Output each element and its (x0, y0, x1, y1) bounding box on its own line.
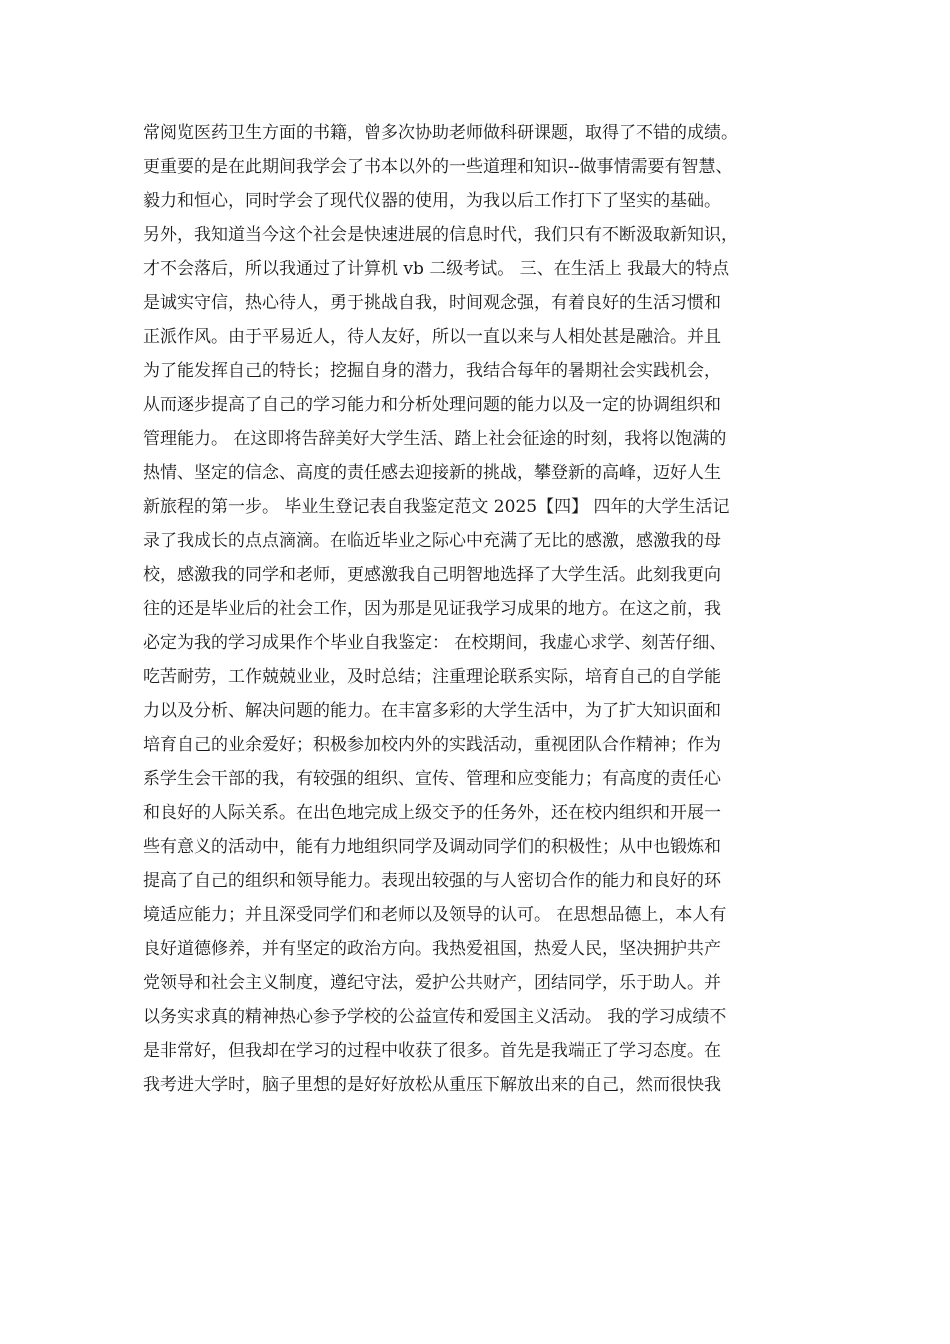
text-line: 管理能力。 在这即将告辞美好大学生活、踏上社会征途的时刻，我将以饱满的 (143, 429, 727, 449)
text-line: 校，感激我的同学和老师，更感激我自己明智地选择了大学生活。此刻我更向 (143, 565, 721, 585)
text-line: 党领导和社会主义制度，遵纪守法，爱护公共财产，团结同学，乐于助人。并 (143, 973, 721, 993)
text-line: 更重要的是在此期间我学会了书本以外的一些道理和知识--做事情需要有智慧、 (143, 157, 733, 177)
text-line: 往的还是毕业后的社会工作，因为那是见证我学习成果的地方。在这之前，我 (143, 599, 721, 619)
text-line: 良好道德修养，并有坚定的政治方向。我热爱祖国，热爱人民，坚决拥护共产 (143, 939, 721, 959)
text-line: 是非常好，但我却在学习的过程中收获了很多。首先是我端正了学习态度。在 (143, 1041, 721, 1061)
text-line: 常阅览医药卫生方面的书籍，曾多次协助老师做科研课题，取得了不错的成绩。 (143, 123, 738, 143)
text-line: 提高了自己的组织和领导能力。表现出较强的与人密切合作的能力和良好的环 (143, 871, 721, 891)
text-line: 录了我成长的点点滴滴。在临近毕业之际心中充满了无比的感激，感激我的母 (143, 531, 721, 551)
text-line: 为了能发挥自己的特长；挖掘自身的潜力，我结合每年的暑期社会实践机会， (143, 361, 721, 381)
body-text (143, 116, 823, 1102)
text-line: 系学生会干部的我，有较强的组织、宣传、管理和应变能力；有高度的责任心 (143, 769, 721, 789)
text-line: 力以及分析、解决问题的能力。在丰富多彩的大学生活中，为了扩大知识面和 (143, 701, 721, 721)
text-line: 吃苦耐劳，工作兢兢业业，及时总结；注重理论联系实际，培育自己的自学能 (143, 667, 721, 687)
text-line: 和良好的人际关系。在出色地完成上级交予的任务外，还在校内组织和开展一 (143, 803, 721, 823)
text-line: 新旅程的第一步。 毕业生登记表自我鉴定范文 2025【四】 四年的大学生活记 (143, 497, 730, 517)
text-line: 热情、坚定的信念、高度的责任感去迎接新的挑战，攀登新的高峰，迈好人生 (143, 463, 721, 483)
text-line: 正派作风。由于平易近人，待人友好，所以一直以来与人相处甚是融洽。并且 (143, 327, 721, 347)
text-line: 我考进大学时，脑子里想的是好好放松从重压下解放出来的自己，然而很快我 (143, 1075, 721, 1095)
text-line: 境适应能力；并且深受同学们和老师以及领导的认可。 在思想品德上，本人有 (143, 905, 727, 925)
text-line: 以务实求真的精神热心参予学校的公益宣传和爱国主义活动。 我的学习成绩不 (143, 1007, 727, 1027)
text-line: 培育自己的业余爱好；积极参加校内外的实践活动，重视团队合作精神；作为 (143, 735, 721, 755)
text-line: 另外，我知道当今这个社会是快速进展的信息时代，我们只有不断汲取新知识， (143, 225, 738, 245)
text-line: 才不会落后，所以我通过了计算机 vb 二级考试。 三、在生活上 我最大的特点 (143, 259, 730, 279)
text-line: 毅力和恒心，同时学会了现代仪器的使用，为我以后工作打下了坚实的基础。 (143, 191, 721, 211)
text-line: 些有意义的活动中，能有力地组织同学及调动同学们的积极性；从中也锻炼和 (143, 837, 721, 857)
text-line: 从而逐步提高了自己的学习能力和分析处理问题的能力以及一定的协调组织和 (143, 395, 721, 415)
text-line: 是诚实守信，热心待人，勇于挑战自我，时间观念强，有着良好的生活习惯和 (143, 293, 721, 313)
text-line: 必定为我的学习成果作个毕业自我鉴定： 在校期间，我虚心求学、刻苦仔细、 (143, 633, 727, 653)
